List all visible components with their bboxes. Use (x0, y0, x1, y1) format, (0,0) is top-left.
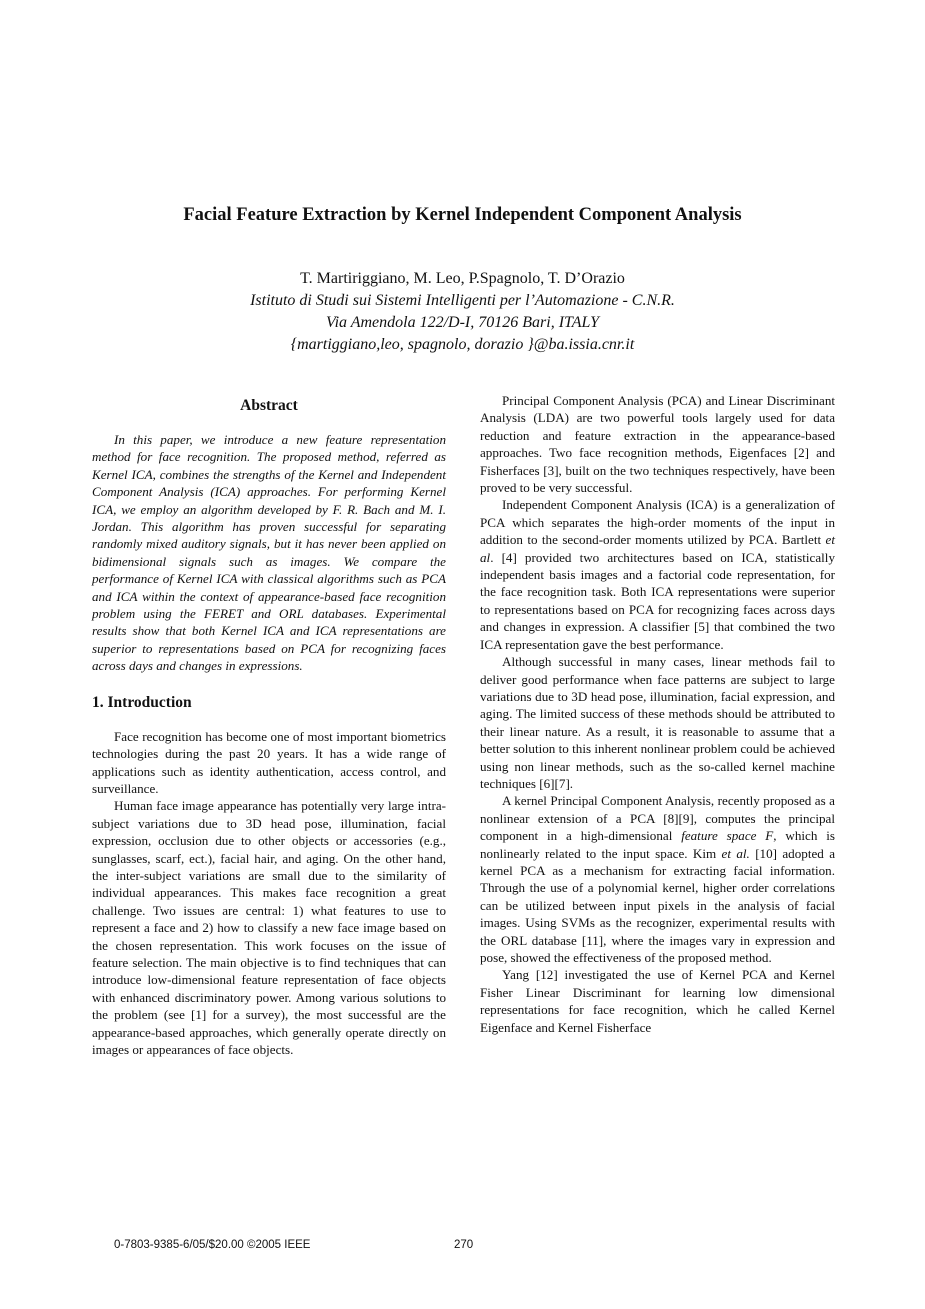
introduction-heading: 1. Introduction (92, 693, 192, 711)
right-p2-part-b: . [4] provided two architectures based on ICA, statistically independent basis images and a factorial code representation, for the face recognition task. Both ICA representations were superior to representations based on PCA for recognizing faces across days and changes in expression. A classifier [5] that combined the two ICA representation gave the best performance. (480, 549, 835, 652)
abstract-text: In this paper, we introduce a new feature representation method for face recognition. The proposed method, referred as Kernel ICA, combines the strengths of the Kernel and Independent Component Analysis (ICA) approaches. For performing Kernel ICA, we employ an algorithm developed by F. R. Bach and M. I. Jordan. This algorithm has proven successful for separating randomly mixed auditory signals, but it has never been applied on bidimensional signals such as images. We compare the performance of Kernel ICA with classical algorithms such as PCA and ICA within the context of appearance-based face recognition problem using the FERET and ORL databases. Experimental results show that both Kernel ICA and ICA representations are superior to representations based on PCA for recognizing faces across days and changes in expressions. (92, 432, 446, 674)
right-paragraph-3: Although successful in many cases, linear methods fail to deliver good performance when face patterns are subject to large variations due to 3D head pose, illumination, facial expression, and aging. The limited success of these methods should be attributed to their linear nature. As a result, it is reasonable to assume that a better solution to this inherent nonlinear problem could be achieved using non linear methods, such as the so-called kernel machine techniques [6][7]. (480, 654, 835, 791)
paper-title: Facial Feature Extraction by Kernel Independent Component Analysis (183, 205, 742, 225)
author-affiliation: Istituto di Studi sui Sistemi Intelligenti per l’Automazione - C.N.R. (250, 292, 675, 309)
right-paragraph-5: Yang [12] investigated the use of Kernel PCA and Kernel Fisher Linear Discriminant for learning low dimensional representations for face recognition, which he called Kernel Eigenface and Kernel Fisherface (480, 967, 835, 1035)
footer-page-number: 270 (454, 1239, 474, 1251)
abstract-heading: Abstract (240, 397, 298, 414)
intro-paragraph-1: Face recognition has become one of most important biometrics technologies during the past 20 years. It has a wide range of applications such as identity authentication, access control, and surveillance. (92, 728, 446, 796)
intro-paragraph-2: Human face image appearance has potentially very large intra-subject variations due to 3D head pose, illumination, facial expression, occlusion due to other objects or accessories (e.g., sunglasses, scarf, ect.), facial hair, and aging. On the other hand, the inter-subject variations are small due to the similarity of individual appearances. This makes face recognition a great challenge. Two issues are central: 1) what features to use to represent a face and 2) how to classify a new face image based on the chosen representation. This work focuses on the issue of feature selection. The main objective is to find techniques that can introduce low-dimensional feature representation of face objects with enhanced discriminatory power. Among various solutions to the problem (see [1] for a survey), the most successful are the appearance-based approaches, which generally operate directly on images or appearances of face objects. (92, 798, 446, 1057)
right-paragraph-4 (480, 792, 835, 966)
right-paragraph-2 (480, 496, 835, 653)
author-email: {martiggiano,leo, spagnolo, dorazio }@ba.issia.cnr.it (290, 336, 635, 353)
author-address: Via Amendola 122/D-I, 70126 Bari, ITALY (325, 314, 599, 331)
footer-copyright: 0-7803-9385-6/05/$20.00 ©2005 IEEE (114, 1239, 311, 1251)
right-column (480, 392, 835, 1036)
author-names: T. Martiriggiano, M. Leo, P.Spagnolo, T. D’Orazio (300, 270, 625, 287)
right-p2-et-al: et al (480, 532, 835, 565)
right-p4-part-a: A kernel Principal Component Analysis, recently proposed as a nonlinear extension of a PCA [8][9], computes the principal component in a high-dimensional (480, 793, 835, 844)
right-p4-part-b: , which is nonlinearly related to the input space. Kim (480, 828, 835, 861)
right-p2-part-a: Independent Component Analysis (ICA) is a generalization of PCA which separates the high-order moments of the input in addition to the second-order moments utilized by PCA. Bartlett (480, 497, 835, 548)
author-block (0, 268, 925, 356)
right-p4-et-al: et al. (721, 845, 750, 861)
right-p4-part-c: [10] adopted a kernel PCA as a mechanism for extracting facial information. Through the use of a polynomial kernel, higher order correlations can be utilized between input pixels in the analysis of facial images. Using SVMs as the recognizer, experimental results with the ORL database [11], where the images vary in expression and pose, showed the effectiveness of the proposed method. (480, 845, 836, 965)
right-paragraph-1: Principal Component Analysis (PCA) and Linear Discriminant Analysis (LDA) are two powerful tools largely used for data reduction and feature extraction in the appearance-based approaches. Two face recognition methods, Eigenfaces [2] and Fisherfaces [3], built on the two techniques respectively, have been proved to be very successful. (480, 393, 835, 496)
right-p4-feature-space: feature space F (681, 828, 774, 844)
left-column (92, 392, 446, 1058)
